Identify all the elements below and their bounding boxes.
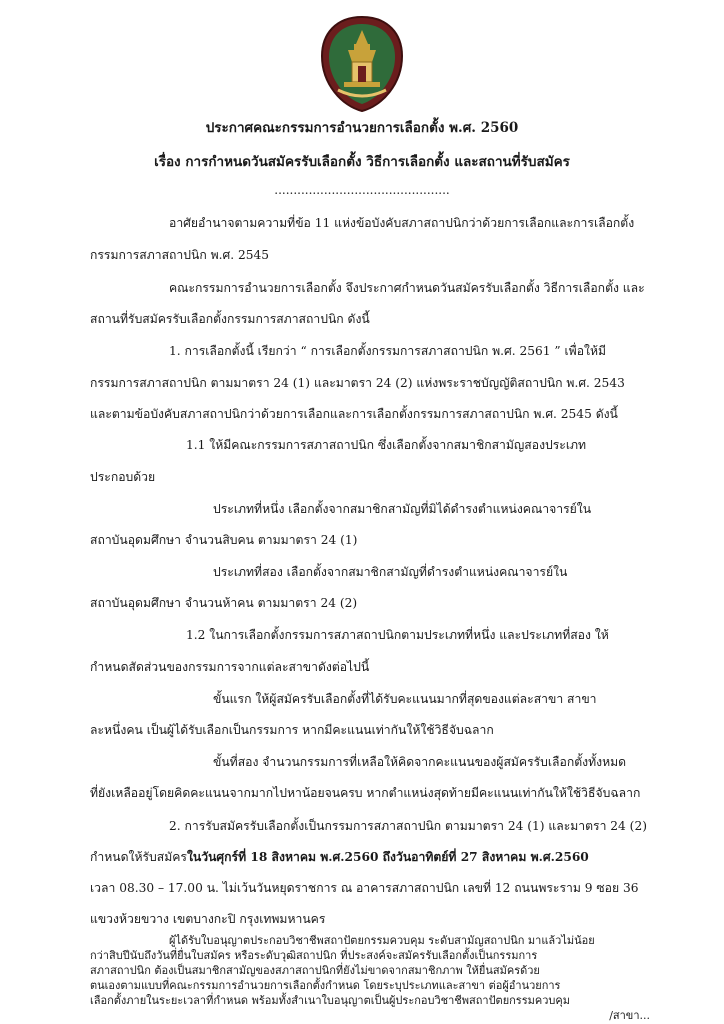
paragraph-line-extra: สภาสถาปนิก ต้องเป็นสมาชิกสามัญของสภาสถาปนิกที่ยังไม่ขาดจากสมาชิกภาพ ให้ยื่นสมัครด้วย — [90, 964, 540, 977]
paragraph-line: กรรมการสภาสถาปนิก ตามมาตรา 24 (1) และมาตรา 24 (2) แห่งพระราชบัญญัติสถาปนิก พ.ศ. 2543 — [90, 376, 625, 390]
registration-prefix: กำหนดให้รับสมัคร — [90, 850, 187, 864]
paragraph-line: 1. การเลือกตั้งนี้ เรียกว่า “ การเลือกตั้งกรรมการสภาสถาปนิก พ.ศ. 2561 ” เพื่อให้มี — [169, 344, 607, 358]
announcement-subject: เรื่อง การกำหนดวันสมัครรับเลือกตั้ง วิธีการเลือกตั้ง และสถานที่รับสมัคร — [154, 154, 570, 170]
paragraph-line: 2. การรับสมัครรับเลือกตั้งเป็นกรรมการสภาสถาปนิก ตามมาตรา 24 (1) และมาตรา 24 (2) — [169, 819, 647, 833]
paragraph-line: ขั้นที่สอง จำนวนกรรมการที่เหลือให้คิดจากคะแนนของผู้สมัครรับเลือกตั้งทั้งหมด — [213, 755, 627, 769]
paragraph-line: สถาบันอุดมศึกษา จำนวนห้าคน ตามมาตรา 24 (2) — [90, 596, 358, 610]
paragraph-line-extra: ผู้ได้รับใบอนุญาตประกอบวิชาชีพสถาปัตยกรรมควบคุม ระดับสามัญสถาปนิก มาแล้วไม่น้อย — [169, 934, 595, 947]
paragraph-line: เวลา 08.30 – 17.00 น. ไม่เว้นวันหยุดราชการ ณ อาคารสภาสถาปนิก เลขที่ 12 ถนนพระราม 9 ซอย 36 — [90, 881, 639, 895]
paragraph-line: 1.1 ให้มีคณะกรรมการสภาสถาปนิก ซึ่งเลือกตั้งจากสมาชิกสามัญสองประเภท — [186, 438, 587, 452]
announcement-title: ประกาศคณะกรรมการอำนวยการเลือกตั้ง พ.ศ. 2560 — [205, 120, 519, 136]
paragraph-line: สถานที่รับสมัครรับเลือกตั้งกรรมการสภาสถาปนิก ดังนี้ — [90, 312, 370, 326]
paragraph-line: ที่ยังเหลืออยู่โดยคิดคะแนนจากมากไปหาน้อยจนครบ หากตำแหน่งสุดท้ายมีคะแนนเท่ากันให้ใช้วิธีจับฉลาก — [90, 786, 641, 800]
paragraph-line: กำหนดสัดส่วนของกรรมการจากแต่ละสาขาดังต่อไปนี้ — [90, 660, 370, 674]
paragraph-line: คณะกรรมการอำนวยการเลือกตั้ง จึงประกาศกำหนดวันสมัครรับเลือกตั้ง วิธีการเลือกตั้ง และ — [169, 281, 645, 295]
paragraph-line-extra: เลือกตั้งภายในระยะเวลาที่กำหนด พร้อมทั้งสำเนาใบอนุญาตเป็นผู้ประกอบวิชาชีพสถาปัตยกรรมควบคุม — [90, 994, 570, 1007]
paragraph-line: ละหนึ่งคน เป็นผู้ได้รับเลือกเป็นกรรมการ หากมีคะแนนเท่ากันให้ใช้วิธีจับฉลาก — [90, 723, 494, 737]
paragraph-line: แขวงห้วยขวาง เขตบางกะปิ กรุงเทพมหานคร — [90, 912, 326, 926]
architect-council-emblem-icon — [316, 14, 408, 114]
paragraph-line: ขั้นแรก ให้ผู้สมัครรับเลือกตั้งที่ได้รับคะแนนมากที่สุดของแต่ละสาขา สาขา — [213, 692, 597, 706]
title-separator: .............................................. — [274, 183, 450, 197]
paragraph-line-extra: ตนเองตามแบบที่คณะกรรมการอำนวยการเลือกตั้งกำหนด โดยระบุประเภทและสาขา ต่อผู้อำนวยการ — [90, 979, 561, 992]
paragraph-line: สถาบันอุดมศึกษา จำนวนสิบคน ตามมาตรา 24 (1) — [90, 533, 358, 547]
paragraph-line: ประเภทที่หนึ่ง เลือกตั้งจากสมาชิกสามัญที่มิได้ดำรงตำแหน่งคณาจารย์ใน — [213, 502, 592, 516]
paragraph-line: ประเภทที่สอง เลือกตั้งจากสมาชิกสามัญที่ดำรงตำแหน่งคณาจารย์ใน — [213, 565, 568, 579]
registration-period-line — [90, 849, 589, 865]
paragraph-line: อาศัยอำนาจตามความที่ข้อ 11 แห่งข้อบังคับสภาสถาปนิกว่าด้วยการเลือกและการเลือกตั้ง — [169, 216, 635, 230]
registration-dates: ในวันศุกร์ที่ 18 สิงหาคม พ.ศ.2560 ถึงวันอาทิตย์ที่ 27 สิงหาคม พ.ศ.2560 — [186, 850, 589, 864]
continuation-marker: /สาขา... — [609, 1009, 650, 1022]
paragraph-line: และตามข้อบังคับสภาสถาปนิกว่าด้วยการเลือกและการเลือกตั้งกรรมการสภาสถาปนิก พ.ศ. 2545 ดังนี้ — [90, 407, 618, 421]
paragraph-line: 1.2 ในการเลือกตั้งกรรมการสภาสถาปนิกตามประเภทที่หนึ่ง และประเภทที่สอง ให้ — [186, 628, 609, 642]
paragraph-line-extra: กว่าสิบปีนับถึงวันที่ยื่นใบสมัคร หรือระดับวุฒิสถาปนิก ที่ประสงค์จะสมัครรับเลือกตั้งเป็นกรรมการ — [90, 949, 538, 962]
paragraph-line: กรรมการสภาสถาปนิก พ.ศ. 2545 — [90, 248, 269, 262]
paragraph-line: ประกอบด้วย — [90, 470, 156, 484]
